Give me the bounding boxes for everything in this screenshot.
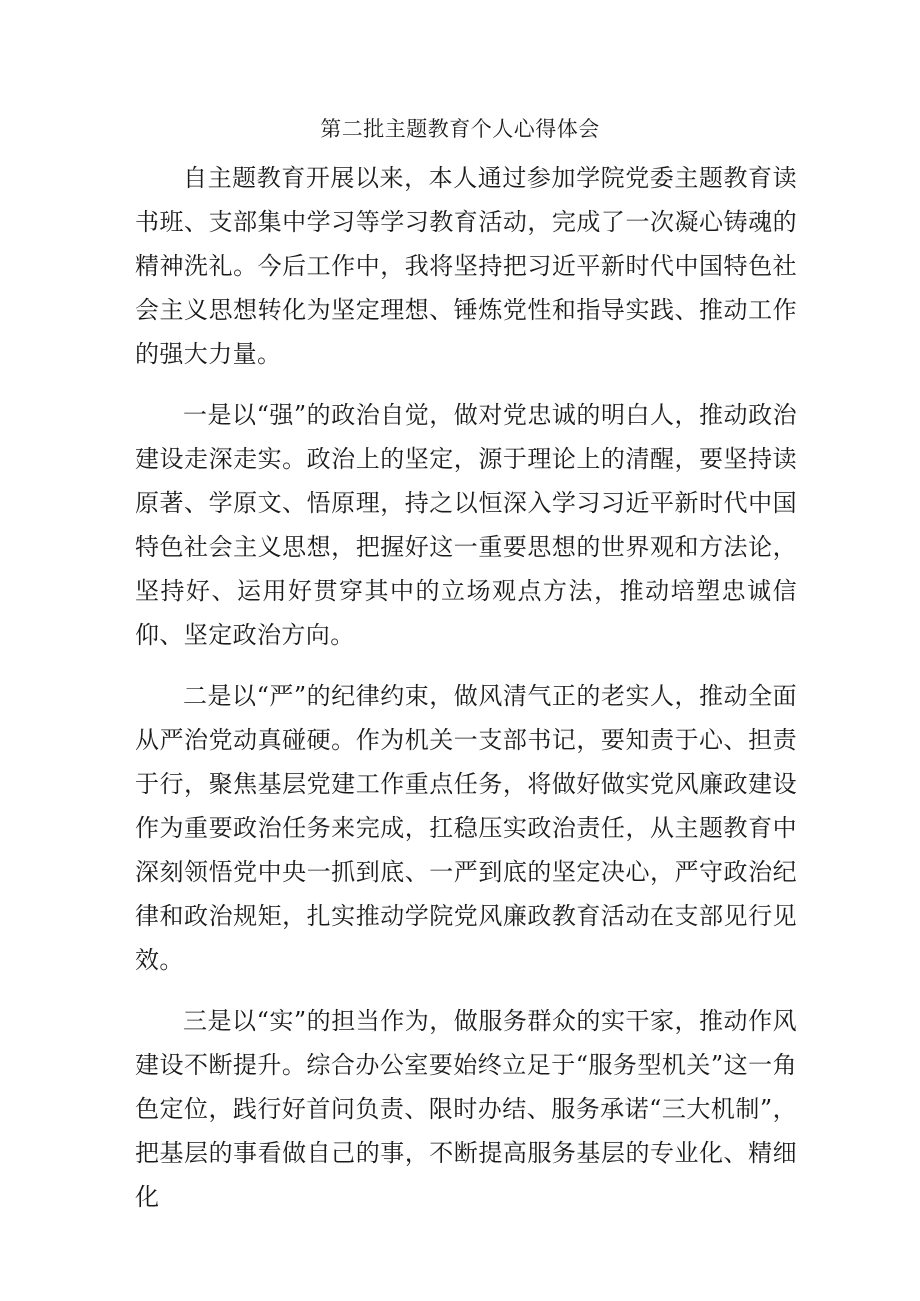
paragraph-point-one: 一是以“强”的政治自觉，做对党忠诚的明白人，推动政治建设走深走实。政治上的坚定，源于理论上的清醒，要坚持读原著、学原文、悟原理，持之以恒深入学习习近平新时代中国特色社会主义思想，把握好这一重要思想的世界观和方法论，坚持好、运用好贯穿其中的立场观点方法，推动培塑忠诚信仰、坚定政治方向。 <box>135 401 797 649</box>
document-body <box>135 156 797 1236</box>
paragraph-point-two: 二是以“严”的纪律约束，做风清气正的老实人，推动全面从严治党动真碰硬。作为机关一支部书记，要知责于心、担责于行，聚焦基层党建工作重点任务，将做好做实党风廉政建设作为重要政治任务来完成，扛稳压实政治责任，从主题教育中深刻领悟党中央一抓到底、一严到底的坚定决心，严守政治纪律和政治规矩，扎实推动学院党风廉政教育活动在支部见行见效。 <box>135 682 797 974</box>
paragraph-point-three: 三是以“实”的担当作为，做服务群众的实干家，推动作风建设不断提升。综合办公室要始终立足于“服务型机关”这一角色定位，践行好首问负责、限时办结、服务承诺“三大机制”，把基层的事看做自己的事，不断提高服务基层的专业化、精细化 <box>135 1007 797 1211</box>
document-title: 第二批主题教育个人心得体会 <box>320 117 600 141</box>
paragraph-intro: 自主题教育开展以来，本人通过参加学院党委主题教育读书班、支部集中学习等学习教育活动，完成了一次凝心铸魂的精神洗礼。今后工作中，我将坚持把习近平新时代中国特色社会主义思想转化为坚定理想、锤炼党性和指导实践、推动工作的强大力量。 <box>135 164 797 368</box>
